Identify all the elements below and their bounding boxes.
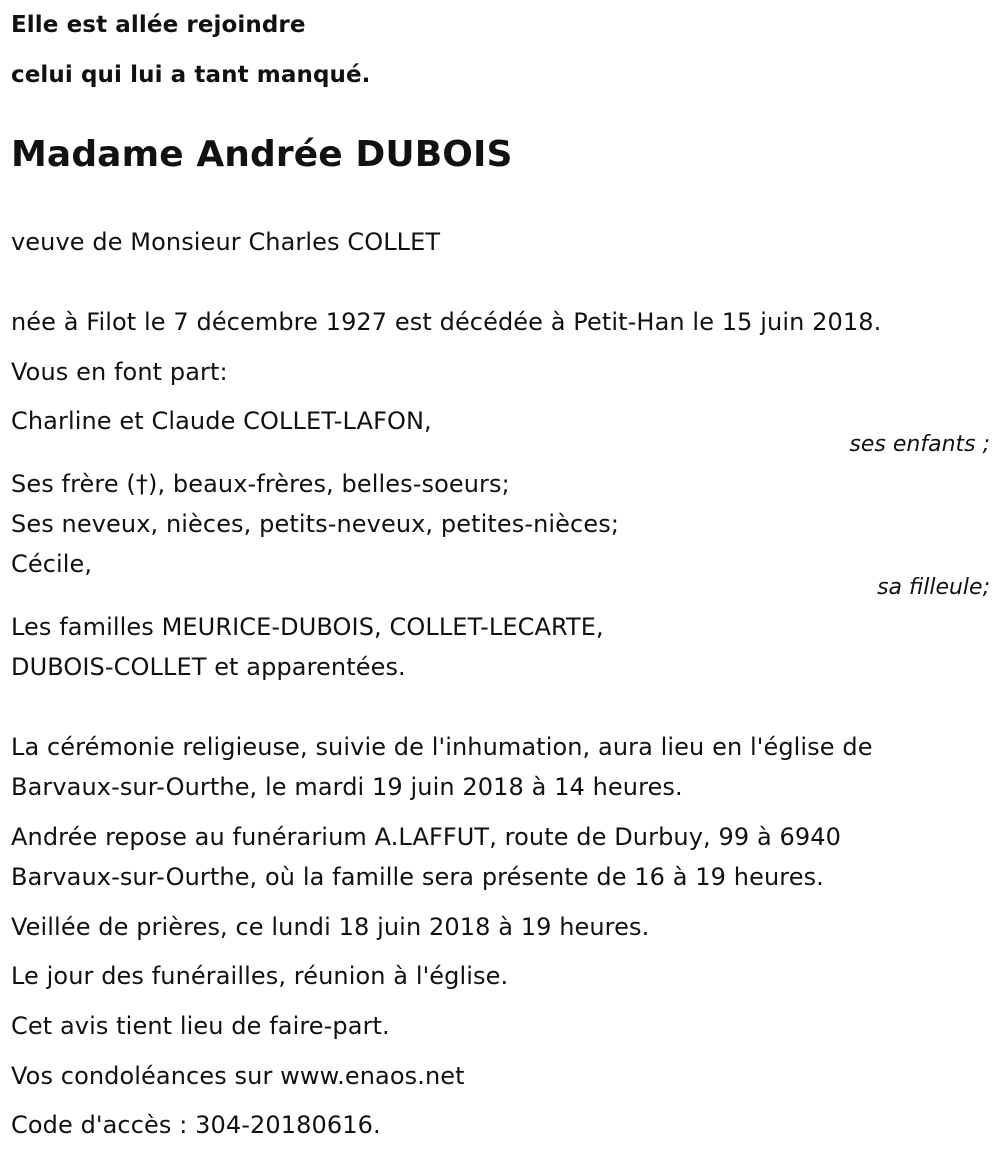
deceased-name: Madame Andrée DUBOIS <box>11 134 513 175</box>
access-code: Code d'accès : 304-20180616. <box>11 1111 381 1139</box>
families-line-1: Les familles MEURICE-DUBOIS, COLLET-LECARTE, <box>11 613 604 641</box>
widow-of: veuve de Monsieur Charles COLLET <box>11 228 441 256</box>
family-siblings: Ses frère (†), beaux-frères, belles-soeurs; <box>11 470 510 498</box>
children-relation: ses enfants ; <box>849 432 990 457</box>
condolences: Vos condoléances sur www.enaos.net <box>11 1062 465 1090</box>
intro-line-1: Elle est allée rejoindre <box>11 12 306 38</box>
family-goddaughter: Cécile, <box>11 550 93 578</box>
funerarium-line-1: Andrée repose au funérarium A.LAFFUT, route de Durbuy, 99 à 6940 <box>11 823 841 851</box>
families-line-2: DUBOIS-COLLET et apparentées. <box>11 653 406 681</box>
birth-death: née à Filot le 7 décembre 1927 est décédée à Petit-Han le 15 juin 2018. <box>11 308 882 336</box>
family-nephews: Ses neveux, nièces, petits-neveux, petites-nièces; <box>11 510 619 538</box>
meeting: Le jour des funérailles, réunion à l'église. <box>11 962 509 990</box>
goddaughter-relation: sa filleule; <box>877 575 990 600</box>
ceremony-line-1: La cérémonie religieuse, suivie de l'inhumation, aura lieu en l'église de <box>11 733 873 761</box>
intro-line-2: celui qui lui a tant manqué. <box>11 62 371 88</box>
ceremony-line-2: Barvaux-sur-Ourthe, le mardi 19 juin 2018 à 14 heures. <box>11 773 683 801</box>
family-children: Charline et Claude COLLET-LAFON, <box>11 407 432 435</box>
notice: Cet avis tient lieu de faire-part. <box>11 1012 390 1040</box>
funerarium-line-2: Barvaux-sur-Ourthe, où la famille sera présente de 16 à 19 heures. <box>11 863 824 891</box>
vigil: Veillée de prières, ce lundi 18 juin 2018 à 19 heures. <box>11 913 650 941</box>
announce: Vous en font part: <box>11 358 228 386</box>
